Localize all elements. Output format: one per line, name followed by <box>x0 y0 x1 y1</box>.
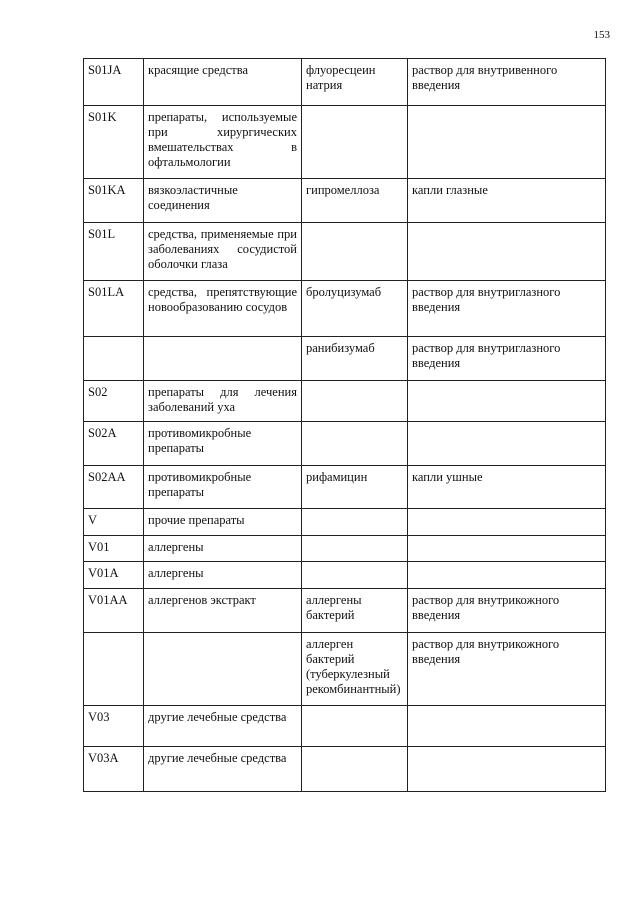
table-row <box>84 281 606 337</box>
atc-code-cell: V01AA <box>84 589 144 633</box>
pharmacological-group-cell: средства, препятствующие новообразованию сосудов <box>144 281 302 337</box>
dosage-form-cell: раствор для внутрикожного введения <box>408 589 606 633</box>
atc-code-cell: S01KA <box>84 179 144 223</box>
atc-code-cell: S01JA <box>84 59 144 106</box>
pharmacological-group-cell: другие лечебные средства <box>144 706 302 747</box>
atc-code-cell: V03 <box>84 706 144 747</box>
substance-cell <box>302 509 408 536</box>
dosage-form-cell <box>408 509 606 536</box>
dosage-form-cell <box>408 536 606 562</box>
substance-cell <box>302 106 408 179</box>
atc-code-cell: V01 <box>84 536 144 562</box>
substance-cell <box>302 706 408 747</box>
substance-cell: бролуцизумаб <box>302 281 408 337</box>
substance-cell: аллергены бактерий <box>302 589 408 633</box>
atc-code-cell: S02A <box>84 422 144 466</box>
substance-cell <box>302 223 408 281</box>
pharmacological-group-cell: противомикробные препараты <box>144 422 302 466</box>
dosage-form-cell <box>408 747 606 792</box>
pharmacological-group-cell: аллергенов экстракт <box>144 589 302 633</box>
dosage-form-cell: капли глазные <box>408 179 606 223</box>
substance-cell: ранибизумаб <box>302 337 408 381</box>
table-row <box>84 106 606 179</box>
pharmacological-group-cell: вязкоэластичные соединения <box>144 179 302 223</box>
pharmacological-group-cell <box>144 337 302 381</box>
substance-cell <box>302 536 408 562</box>
page-number: 153 <box>593 29 610 41</box>
pharmacological-group-cell: красящие средства <box>144 59 302 106</box>
table-row <box>84 536 606 562</box>
dosage-form-cell <box>408 106 606 179</box>
atc-code-cell: S01L <box>84 223 144 281</box>
table-row <box>84 179 606 223</box>
atc-code-cell: V <box>84 509 144 536</box>
dosage-form-cell: капли ушные <box>408 466 606 509</box>
dosage-form-cell: раствор для внутривенного введения <box>408 59 606 106</box>
table-row <box>84 381 606 422</box>
pharmacological-group-cell: препараты для лечения заболеваний уха <box>144 381 302 422</box>
pharmacological-group-cell: прочие препараты <box>144 509 302 536</box>
pharmacological-group-cell: аллергены <box>144 536 302 562</box>
pharmacological-group-cell: средства, применяемые при заболеваниях сосудистой оболочки глаза <box>144 223 302 281</box>
table-row <box>84 589 606 633</box>
dosage-form-cell: раствор для внутриглазного введения <box>408 337 606 381</box>
table-row <box>84 747 606 792</box>
table-row <box>84 633 606 706</box>
dosage-form-cell <box>408 562 606 589</box>
atc-code-cell: V03A <box>84 747 144 792</box>
substance-cell: аллерген бактерий (туберкулезный рекомбинантный) <box>302 633 408 706</box>
substance-cell <box>302 381 408 422</box>
atc-code-cell: V01A <box>84 562 144 589</box>
table-row <box>84 223 606 281</box>
atc-code-cell: S02AA <box>84 466 144 509</box>
pharmacological-group-cell <box>144 633 302 706</box>
atc-code-cell: S01LA <box>84 281 144 337</box>
substance-cell <box>302 422 408 466</box>
table-row <box>84 509 606 536</box>
table-row <box>84 706 606 747</box>
table-row <box>84 466 606 509</box>
drug-classification-table <box>83 58 606 792</box>
table-row <box>84 562 606 589</box>
pharmacological-group-cell: препараты, используемые при хирургических вмешательствах в офтальмологии <box>144 106 302 179</box>
table-row <box>84 337 606 381</box>
pharmacological-group-cell: другие лечебные средства <box>144 747 302 792</box>
dosage-form-cell: раствор для внутриглазного введения <box>408 281 606 337</box>
dosage-form-cell <box>408 422 606 466</box>
dosage-form-cell <box>408 381 606 422</box>
table-row <box>84 59 606 106</box>
substance-cell <box>302 747 408 792</box>
atc-code-cell <box>84 633 144 706</box>
substance-cell: рифамицин <box>302 466 408 509</box>
substance-cell <box>302 562 408 589</box>
substance-cell: гипромеллоза <box>302 179 408 223</box>
dosage-form-cell: раствор для внутрикожного введения <box>408 633 606 706</box>
dosage-form-cell <box>408 706 606 747</box>
pharmacological-group-cell: противомикробные препараты <box>144 466 302 509</box>
atc-code-cell: S01K <box>84 106 144 179</box>
table-body <box>84 59 606 792</box>
table-row <box>84 422 606 466</box>
pharmacological-group-cell: аллергены <box>144 562 302 589</box>
atc-code-cell: S02 <box>84 381 144 422</box>
atc-code-cell <box>84 337 144 381</box>
substance-cell: флуоресцеин натрия <box>302 59 408 106</box>
dosage-form-cell <box>408 223 606 281</box>
